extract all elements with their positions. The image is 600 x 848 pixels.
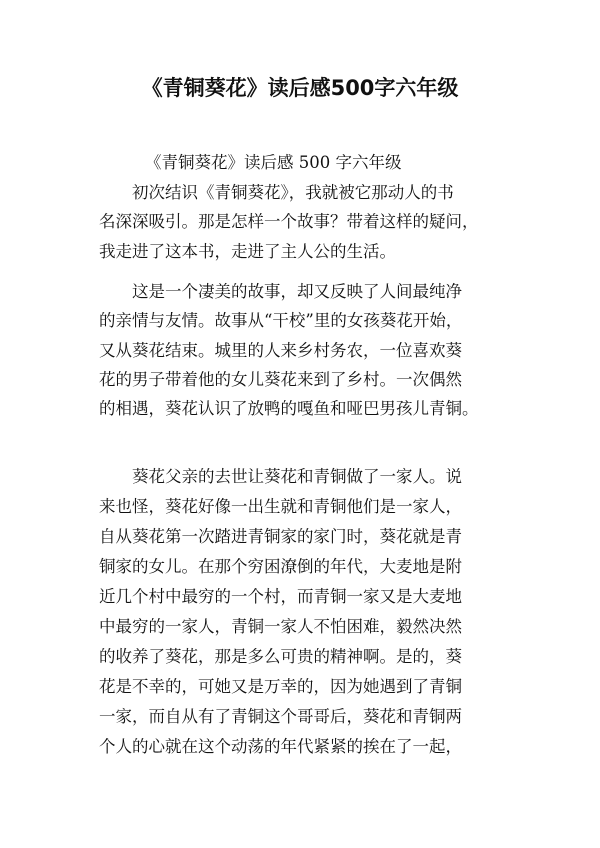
paragraph-line: 花是不幸的，可她又是万幸的，因为她遇到了青铜 xyxy=(99,677,462,696)
paragraph-line: 花的男子带着他的女儿葵花来到了乡村。一次偶然 xyxy=(99,370,462,389)
paragraph-line: 我走进了这本书，走进了主人公的生活。 xyxy=(99,242,396,261)
paragraph-line: 的相遇，葵花认识了放鸭的嘎鱼和哑巴男孩儿青铜。 xyxy=(99,399,479,418)
paragraph-line: 中最穷的一家人，青铜一家人不怕困难，毅然决然 xyxy=(99,617,462,636)
paragraph-line: 一家，而自从有了青铜这个哥哥后，葵花和青铜两 xyxy=(99,707,462,726)
paragraph-line: 初次结识《青铜葵花》，我就被它那动人的书 xyxy=(132,183,454,202)
paragraph-line: 又从葵花结束。城里的人来乡村务农，一位喜欢葵 xyxy=(99,341,462,360)
paragraph-line: 的亲情与友情。故事从“干校”里的女孩葵花开始， xyxy=(99,311,463,330)
paragraph-line: 葵花父亲的去世让葵花和青铜做了一家人。说 xyxy=(132,467,462,486)
paragraph-line: 自从葵花第一次踏进青铜家的家门时，葵花就是青 xyxy=(99,527,462,546)
paragraph-line: 名深深吸引。那是怎样一个故事？带着这样的疑问， xyxy=(99,212,479,231)
paragraph-line: 的收养了葵花，那是多么可贵的精神啊。是的，葵 xyxy=(99,647,462,666)
paragraph-line: 铜家的女儿。在那个穷困潦倒的年代，大麦地是附 xyxy=(99,557,462,576)
paragraph-line: 来也怪，葵花好像一出生就和青铜他们是一家人， xyxy=(99,497,462,516)
subtitle-line: 《青铜葵花》读后感 500 字六年级 xyxy=(145,153,402,172)
paragraph-line: 个人的心就在这个动荡的年代紧紧的挨在了一起， xyxy=(99,737,462,756)
paragraph-line: 近几个村中最穷的一个村，而青铜一家又是大麦地 xyxy=(99,587,462,606)
document-title: 《青铜葵花》读后感500字六年级 xyxy=(141,76,459,100)
paragraph-line: 这是一个凄美的故事，却又反映了人间最纯净 xyxy=(132,282,462,301)
